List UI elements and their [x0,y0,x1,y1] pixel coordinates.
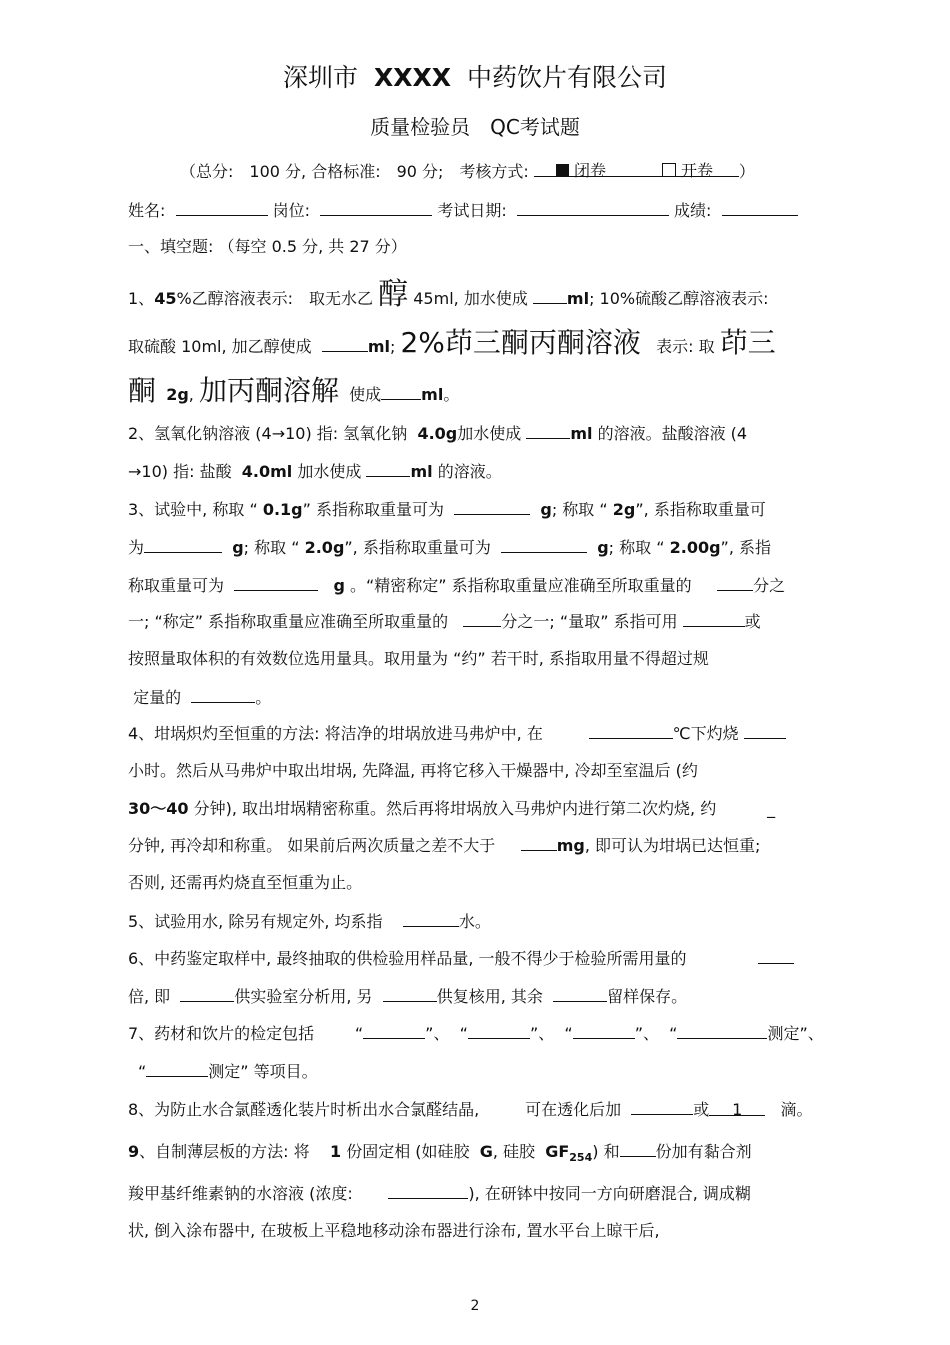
q-unit: ml [570,424,593,443]
q-unit: ml [421,385,444,404]
q-text: 测定”、 [767,1024,824,1043]
q-text: 5、试验用水, 除另有规定外, 均系指 [128,912,383,931]
q-text: ; 称取 “ [243,538,300,557]
q-text: 分钟), 取出坩埚精密称重。然后再将坩埚放入马弗炉内进行第二次灼烧, 约 [193,799,717,818]
q-text: 供复核用, 其余 [436,987,543,1006]
q-text: 1 [732,1100,743,1119]
q-text: ) 和 [592,1142,620,1161]
q-text: 或 [693,1100,710,1119]
question-7-line-1 [128,1022,824,1045]
q-text: , [188,385,194,404]
q-text: G [479,1142,493,1161]
blank[interactable] [454,498,530,515]
unchecked-box-icon[interactable] [662,163,676,177]
q-text: ; 称取 “ [608,538,665,557]
q-text: “ [564,1024,573,1043]
q-text: 份加有黏合剂 [655,1142,752,1161]
blank[interactable] [620,1140,656,1157]
blank[interactable] [366,460,410,477]
q-text: 或 [744,612,761,631]
q-number: 9 [128,1142,140,1161]
title-company-name: XXXX [373,63,452,92]
question-2-line-1 [128,422,747,445]
exam-subtitle: 质量检验员 QC考试题 [370,115,580,139]
q-text: 羧甲基纤维素钠的水溶液 (浓度: [128,1184,353,1203]
q-number: 1、 [128,289,155,308]
name-label: 姓名: [128,201,166,220]
question-6-line-1 [128,947,794,970]
closed-book-label: 闭卷 [574,161,607,180]
question-3-line-5: 按照量取体积的有效数位选用量具。取用量为 “约” 若干时, 系指取用量不得超过规 [128,649,709,668]
q-text: 称取重量可为 [128,576,225,595]
post-field[interactable] [320,199,432,216]
question-1-line-2 [128,326,776,359]
q-text: 的溶液。 [437,462,502,481]
q-text: 份固定相 (如硅胶 [346,1142,470,1161]
q-subscript: 254 [569,1151,593,1165]
q-text: 1 [329,1142,342,1161]
q-unit: g [333,576,345,595]
q-text: 使成 [349,385,382,404]
q-text: 加丙酮溶解 [198,374,339,407]
question-8 [128,1098,813,1121]
q-text: GF [545,1142,570,1161]
blank[interactable] [589,722,673,739]
name-field[interactable] [176,199,268,216]
q-text: 8、为防止水合氯醛透化装片时析出水合氯醛结晶, [128,1100,480,1119]
q-text: 。“精密称定” 系指称取重量应准确至所取重量的 [350,576,692,595]
q-text: 加水使成 [457,424,522,443]
q-text: 4.0g [417,424,458,443]
blank[interactable] [553,985,607,1002]
q-text: 2g [166,385,189,404]
question-4-line-5: 否则, 还需再灼烧直至恒重为止。 [128,873,363,892]
blank[interactable] [383,985,437,1002]
blank[interactable] [191,686,255,703]
q-text: 定量的 [133,688,182,707]
q-text: 加水使成 [297,462,362,481]
question-3-line-3 [128,574,785,597]
q-text: ℃下灼烧 [672,724,739,743]
q-unit: g [597,538,609,557]
q-text: 的溶液。盐酸溶液 (4 [597,424,748,443]
q-text: “ [138,1062,147,1081]
question-1-line-3 [128,374,460,407]
q-text: ; 称取 “ [551,500,608,519]
company-title [0,60,950,96]
q-text: ”, 系指称取重量可 [635,500,766,519]
blank[interactable] [388,1182,468,1199]
blank[interactable] [501,536,587,553]
post-label: 岗位: [272,201,311,220]
blank[interactable] [744,722,786,739]
blank[interactable] [631,1098,693,1115]
question-9-line-3: 状, 倒入涂布器中, 在玻板上平稳地移动涂布器进行涂布, 置水平台上晾干后, [128,1221,660,1240]
candidate-info-line [128,199,798,222]
q-text: 取硫酸 10ml, 加乙醇使成 [128,337,312,356]
blank[interactable] [463,610,501,627]
score-info: （总分: 100 分, 合格标准: 90 分; 考核方式: [180,162,529,181]
blank[interactable] [717,574,753,591]
q-text: 为 [128,538,145,557]
question-4-line-3 [128,798,775,820]
blank[interactable] [234,574,318,591]
q-text: 茚三 [719,326,776,359]
question-4-line-4 [128,834,760,857]
q-text: 6、中药鉴定取样中, 最终抽取的供检验用样品量, 一般不得少于检验所需用量的 [128,949,687,968]
blank[interactable] [322,335,368,352]
q-text: “ [459,1024,468,1043]
grade-label: 成绩: [674,201,712,220]
q-text: 倍, 即 [128,987,171,1006]
exam-mode-field [534,160,739,180]
q-text: ”、 [529,1024,555,1043]
q-text: 2%茚三酮丙酮溶液 [400,326,641,359]
question-1-line-1 [128,277,769,312]
blank[interactable] [363,1022,425,1039]
question-3-line-2 [128,536,771,559]
q-text: ”、 [425,1024,450,1043]
date-label: 考试日期: [437,201,507,220]
question-3-line-4 [128,610,761,633]
q-text: 一; “称定” 系指称取重量应准确至所取重量的 [128,612,449,631]
q-text: 分钟, 再冷却和称重。 如果前后两次质量之差不大于 [128,836,496,855]
q-text: ”、 [634,1024,659,1043]
q-text: 、自制薄层板的方法: 将 [139,1142,310,1161]
grade-field[interactable] [722,199,798,216]
blank[interactable] [468,1022,530,1039]
q-unit: ml [367,337,390,356]
title-city: 深圳市 [283,63,359,92]
q-text: 分之一; “量取” 系指可用 [501,612,678,631]
q-text: 。 [255,688,272,707]
q-text: ; 10%硫酸乙醇溶液表示: [589,289,769,308]
q-text: →10) 指: 盐酸 [128,462,232,481]
q-text: 滴。 [780,1100,813,1119]
q-text: ; [389,337,396,356]
q-text: ”, 系指称取重量可为 [344,538,491,557]
blank[interactable] [758,947,794,964]
checked-box-icon[interactable] [556,164,569,177]
open-book-label: 开卷 [681,161,714,180]
question-5 [128,910,491,933]
blank[interactable] [677,1022,767,1039]
q-text: 供实验室分析用, 另 [234,987,373,1006]
question-4-line-2: 小时。然后从马弗炉中取出坩埚, 先降温, 再将它移入干燥器中, 冷却至室温后 (约 [128,761,698,780]
q-text: ” 系指称取重量可为 [302,500,445,519]
question-7-line-2 [138,1060,318,1083]
q-text: 45ml, 加水使成 [413,289,528,308]
q-unit: mg [556,836,585,855]
blank[interactable] [381,383,421,400]
q-text: 30～40 [128,799,189,818]
q-text: 分之 [753,576,786,595]
page-number: 2 [470,1298,480,1314]
q-text: 2、氢氧化钠溶液 (4→10) 指: 氢氧化钠 [128,424,408,443]
q-text: 。 [443,385,460,404]
blank: _ [767,799,776,818]
q-unit: ml [566,289,590,308]
blank[interactable] [146,1060,208,1077]
blank[interactable] [526,422,570,439]
date-field[interactable] [517,199,669,216]
q-unit: g [232,538,244,557]
q-text: 醇 [378,277,409,312]
q-text: 测定” 等项目。 [208,1062,318,1081]
q-text: 4.0ml [241,462,293,481]
q-text: 水。 [458,912,491,931]
q-text: 表示: 取 [656,337,715,356]
filled-blank[interactable] [709,1099,765,1119]
question-4-line-1 [128,722,786,745]
blank[interactable] [144,536,222,553]
q-text: 0.1g [262,500,303,519]
close-paren: ） [738,162,755,181]
question-6-line-2 [128,985,687,1008]
q-text: 2g [612,500,636,519]
q-text: 7、药材和饮片的检定包括 [128,1024,315,1043]
question-9-line-2 [128,1182,751,1205]
q-text: 3、试验中, 称取 “ [128,500,258,519]
question-9-line-1 [128,1140,752,1169]
blank[interactable] [403,910,459,927]
q-text: , 硅胶 [492,1142,536,1161]
q-text: , 即可认为坩埚已达恒重; [584,836,761,855]
blank[interactable] [573,1022,635,1039]
q-text: 留样保存。 [607,987,688,1006]
score-line [180,160,755,183]
q-text: ”, 系指 [720,538,772,557]
blank[interactable] [521,834,557,851]
q-text: ), 在研钵中按同一方向研磨混合, 调成糊 [468,1184,751,1203]
q-text: 2.00g [669,538,721,557]
question-2-line-2 [128,460,502,483]
question-3-line-1 [128,498,766,521]
q-text: 酮 [128,374,157,407]
section-heading: 一、填空题: （每空 0.5 分, 共 27 分） [128,237,407,256]
q-text: 2.0g [304,538,345,557]
q-text: “ [354,1024,364,1043]
title-company-suffix: 中药饮片有限公司 [466,63,667,92]
q-text: “ [669,1024,678,1043]
q-text: 45 [154,289,177,308]
q-unit: g [540,500,552,519]
question-3-line-6 [128,686,271,709]
q-unit: ml [410,462,433,481]
q-text: 可在透化后加 [525,1100,622,1119]
blank[interactable] [533,287,567,304]
blank[interactable] [683,610,745,627]
q-text: %乙醇溶液表示: 取无水乙 [176,289,374,308]
blank[interactable] [180,985,234,1002]
q-text: 4、坩埚炽灼至恒重的方法: 将洁净的坩埚放进马弗炉中, 在 [128,724,543,743]
